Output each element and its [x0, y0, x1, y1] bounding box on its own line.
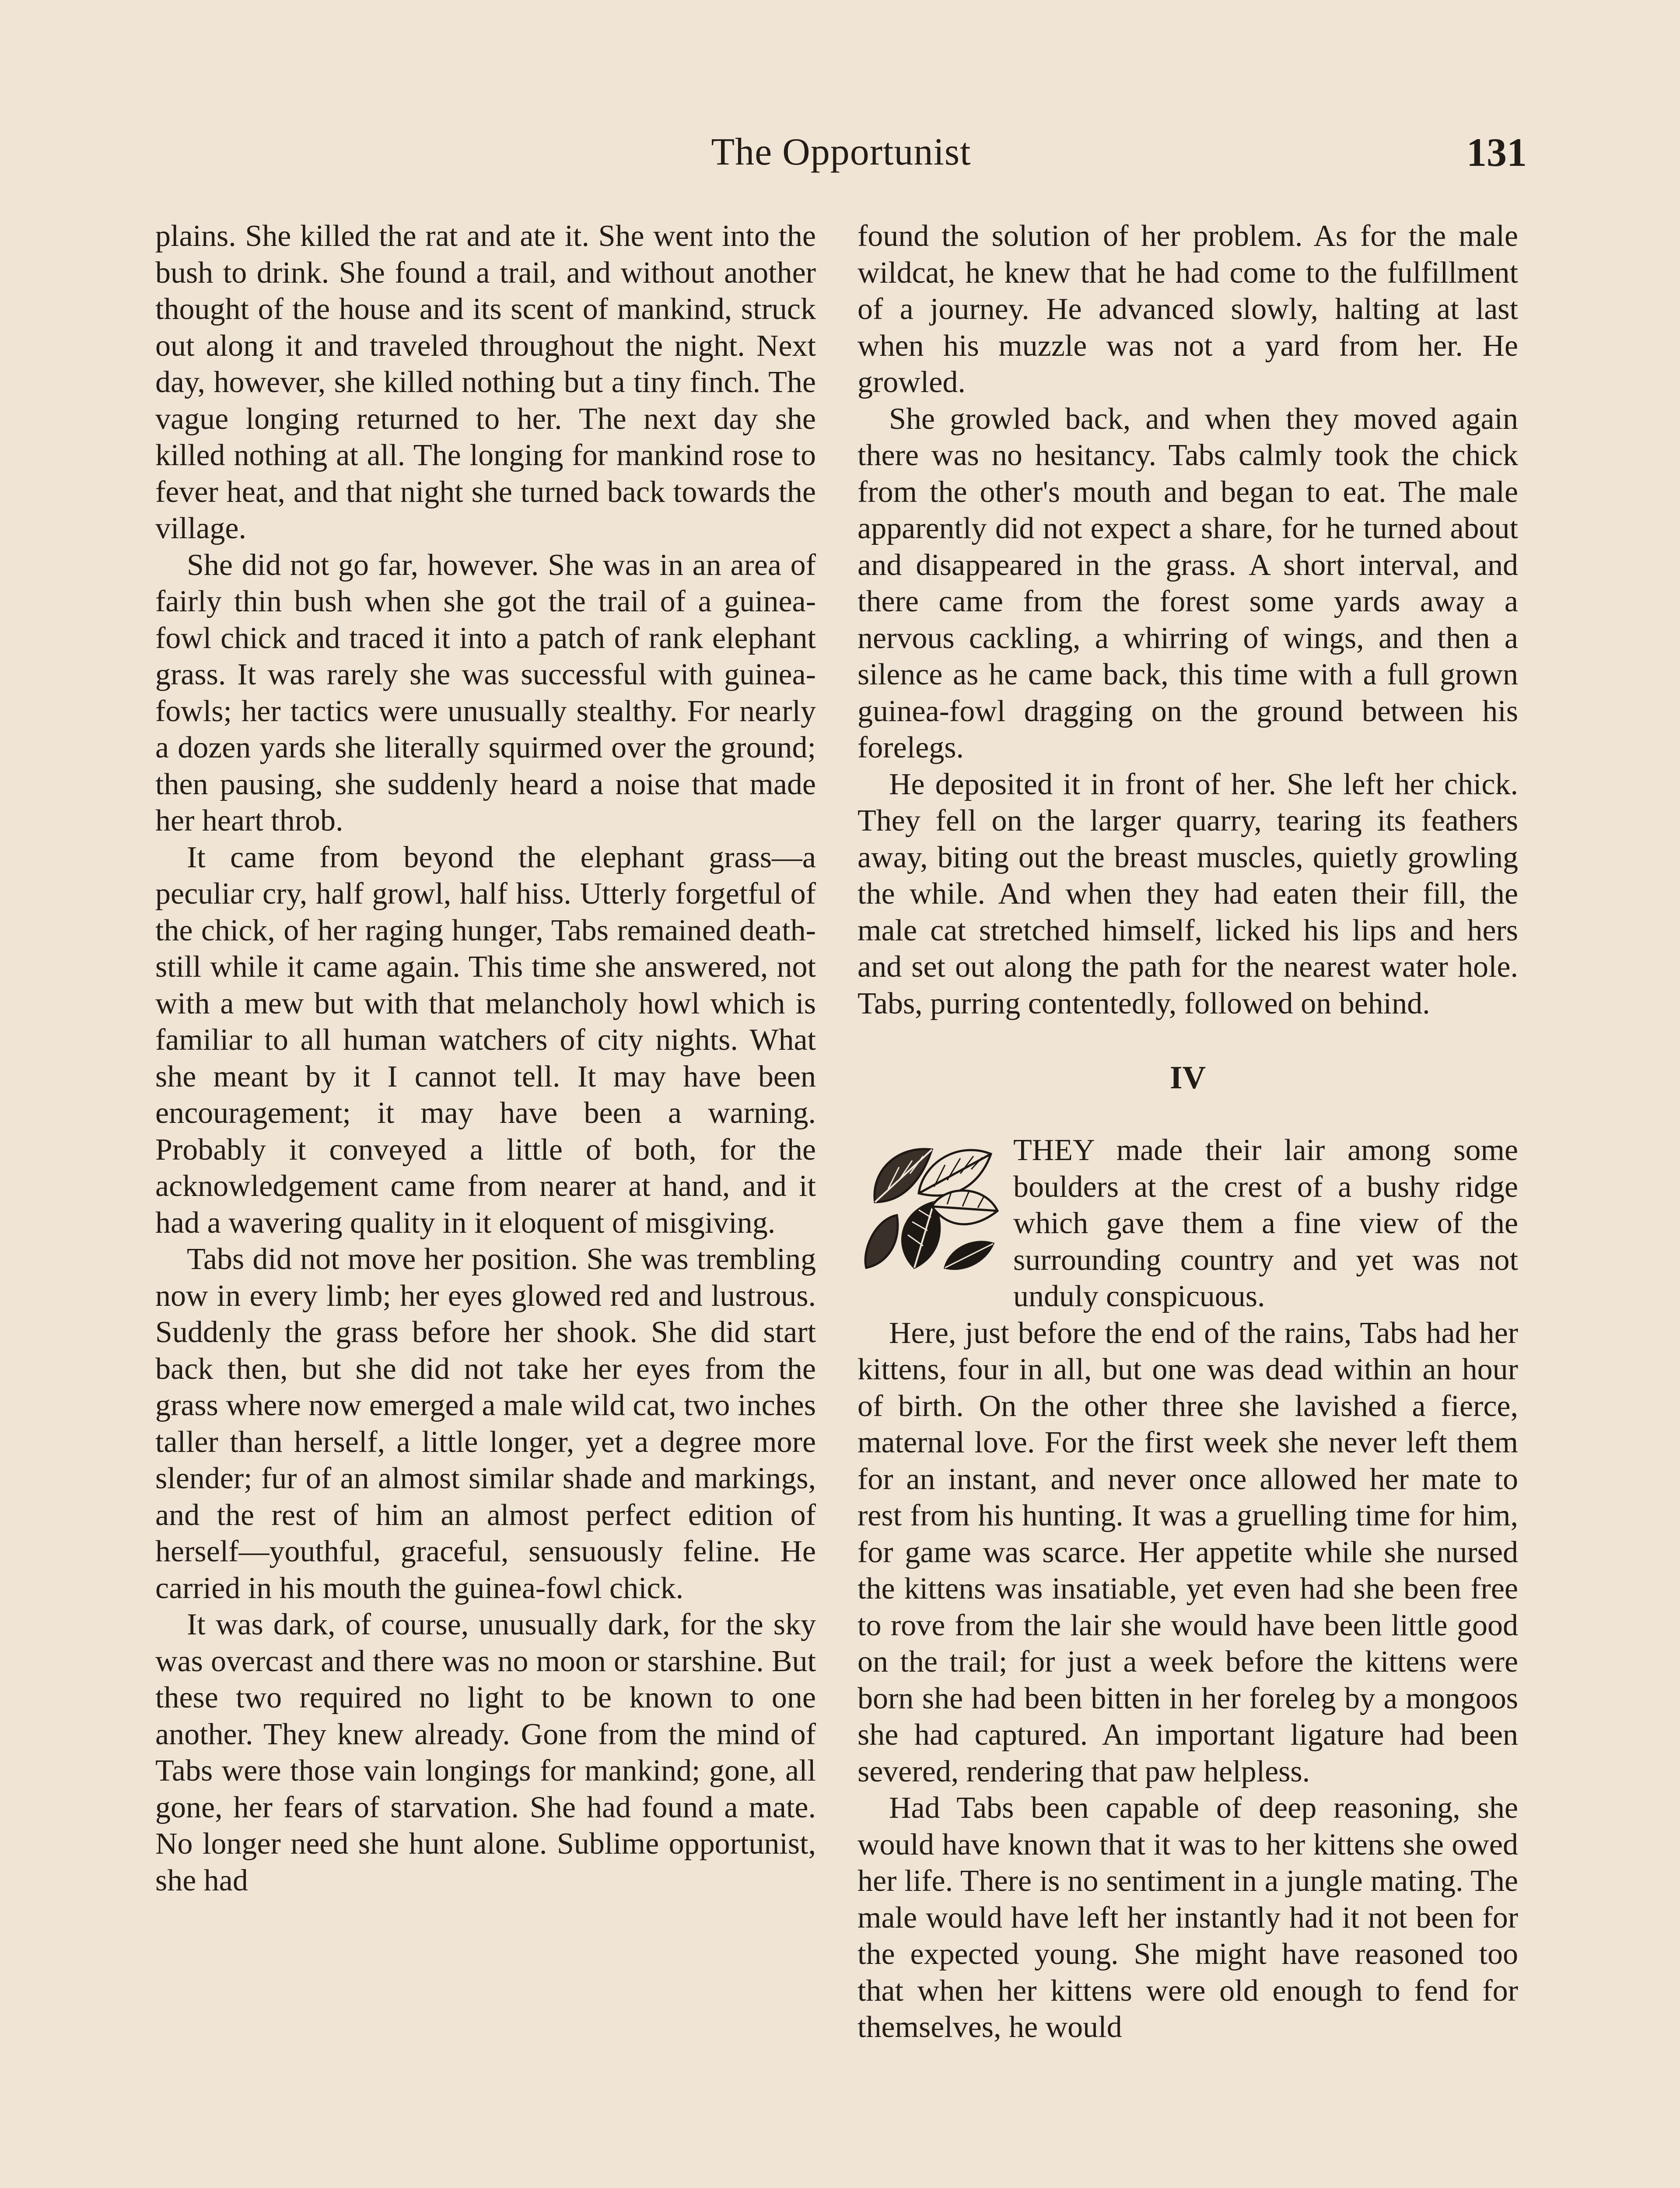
right-column — [858, 218, 1518, 2046]
paragraph: plains. She killed the rat and ate it. She went into the bush to drink. She found a trail, and without another thought of the house and its scent of mankind, struck out along it and traveled throughout the night. Next day, however, she killed nothing but a tiny finch. The vague longing returned to her. The next day she killed nothing at all. The longing for mankind rose to fever heat, and that night she turned back towards the village. — [155, 219, 816, 545]
paragraph: She did not go far, however. She was in an area of fairly thin bush when she got the trail of a guinea-fowl chick and traced it into a patch of rank elephant grass. It was rarely she was successful with guinea-fowls; her tactics were unusually stealthy. For nearly a dozen yards she literally squirmed over the ground; then pausing, she suddenly heard a noise that made her heart throb. — [155, 548, 816, 838]
page-header — [155, 122, 1527, 183]
paragraph: Tabs did not move her position. She was trembling now in every limb; her eyes glowed red and lustrous. Suddenly the grass before her shook. She did start back then, but she did not take her eyes from the grass where now emerged a male wild cat, two inches taller than herself, a little longer, yet a degree more slender; fur of an almost similar shade and markings, and the rest of him an almost perfect edition of herself—youthful, graceful, sensuously feline. He carried in his mouth the guinea-fowl chick. — [155, 1242, 816, 1605]
paragraph: found the solution of her problem. As for the male wildcat, he knew that he had come to the fulfillment of a journey. He advanced slowly, halting at last when his muzzle was not a yard from her. He growled. — [858, 219, 1518, 399]
left-column — [155, 218, 816, 1899]
running-title: The Opportunist — [711, 131, 971, 173]
section-heading: IV — [1169, 1060, 1206, 1096]
paragraph: It was dark, of course, unusually dark, for the sky was overcast and there was no moon or starshine. But these two required no light to be known to one another. They knew already. Gone from the mind of Tabs were those vain longings for mankind; gone, all gone, her fears of starvation. She had found a mate. No longer need she hunt alone. Sublime opportunist, she had — [155, 1608, 816, 1897]
leaf-ornament-icon — [858, 1136, 1002, 1277]
paragraph: Had Tabs been capable of deep reasoning, she would have known that it was to her kittens she owed her life. There is no sentiment in a jungle mating. The male would have left her instantly had it not been for the expected young. She might have reasoned too that when her kittens were old enough to fend for themselves, he would — [858, 1791, 1518, 2044]
paragraph: THEY made their lair among some boulders at the crest of a bushy ridge which gave them a fine view of the surrounding country and yet was not unduly conspicuous. — [1013, 1133, 1518, 1313]
paragraph: Here, just before the end of the rains, Tabs had her kittens, four in all, but one was dead within an hour of birth. On the other three she lavished a fierce, maternal love. For the first week she never left them for an instant, and never once allowed her mate to rest from his hunting. It was a gruelling time for him, for game was scarce. Her appetite while she nursed the kittens was insatiable, yet even had she been free to rove from the lair she would have been little good on the trail; for just a week before the kittens were born she had been bitten in her foreleg by a mongoos she had captured. An important ligature had been severed, rendering that paw helpless. — [858, 1316, 1518, 1788]
paragraph: She growled back, and when they moved again there was no hesitancy. Tabs calmly took the chick from the other's mouth and began to eat. The male apparently did not expect a share, for he turned about and disappeared in the grass. A short interval, and there came from the forest some yards away a nervous cackling, a whirring of wings, and then a silence as he came back, this time with a full grown guinea-fowl dragging on the ground between his forelegs. — [858, 402, 1518, 764]
paragraph: He deposited it in front of her. She left her chick. They fell on the larger quarry, tearing its feathers away, biting out the breast muscles, quietly growling the while. And when they had eaten their fill, the male cat stretched himself, licked his lips and hers and set out along the path for the nearest water hole. Tabs, purring contentedly, followed on behind. — [858, 767, 1518, 1020]
paragraph: It came from beyond the elephant grass—a peculiar cry, half growl, half hiss. Utterly forgetful of the chick, of her raging hunger, Tabs remained death-still while it came again. This time she answered, not with a mew but with that melancholy howl which is familiar to all human watchers of city nights. What she meant by it I cannot tell. It may have been encouragement; it may have been a warning. Probably it conveyed a little of both, for the acknowledgement came from nearer at hand, and it had a wavering quality in it eloquent of misgiving. — [155, 840, 816, 1240]
page-number: 131 — [1466, 130, 1527, 175]
